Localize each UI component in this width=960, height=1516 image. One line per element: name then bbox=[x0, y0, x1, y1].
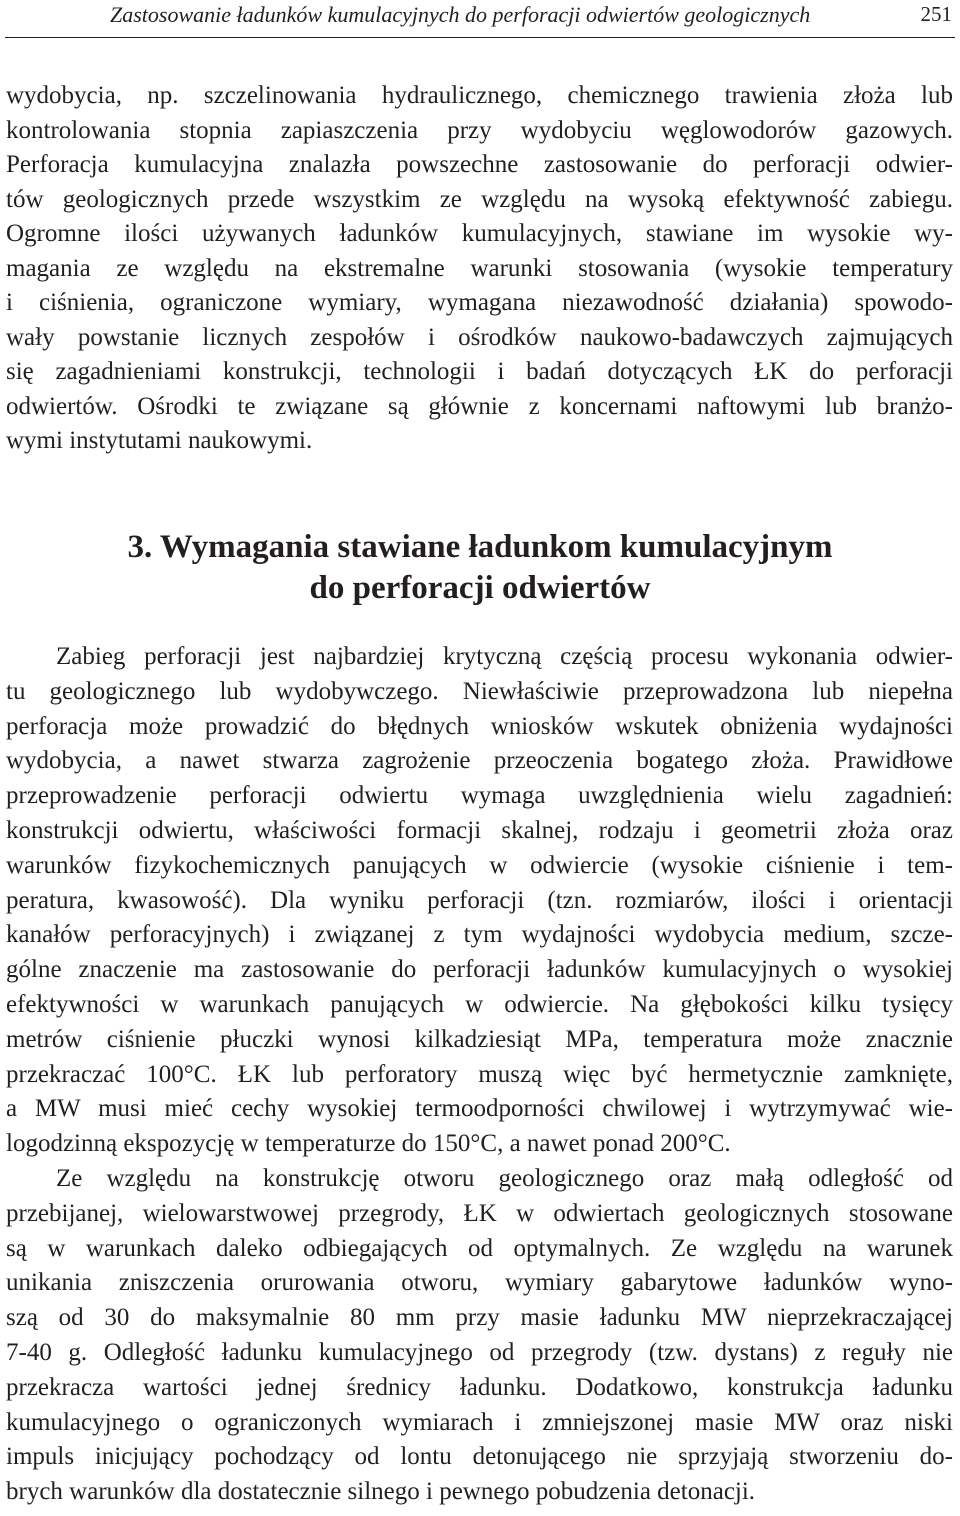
text-line: tu geologicznego lub wydobywczego. Niewłaściwie przeprowadzona lub niepełna bbox=[6, 677, 953, 705]
header-rule bbox=[5, 37, 955, 38]
text-line: wydobycia, np. szczelinowania hydraulicznego, chemicznego trawienia złoża lub bbox=[6, 82, 953, 109]
text-line: 7-40 g. Odległość ładunku kumulacyjnego od przegrody (tzw. dystans) z reguły nie bbox=[6, 1338, 953, 1366]
running-title: Zastosowanie ładunków kumulacyjnych do perforacji odwiertów geologicznych bbox=[110, 2, 811, 27]
text-line: wymi instytutami naukowymi. bbox=[6, 427, 313, 454]
text-line: są w warunkach daleko odbiegających od optymalnych. Ze względu na warunek bbox=[6, 1234, 953, 1262]
text-line: odwiertów. Ośrodki te związane są głównie z koncernami naftowymi lub branżo- bbox=[6, 392, 953, 420]
text-line: kumulacyjnego o ograniczonych wymiarach i zmniejszonej masie MW oraz niski bbox=[6, 1408, 953, 1436]
text-line: perforacja może prowadzić do błędnych wniosków wskutek obniżenia wydajności bbox=[6, 712, 953, 740]
text-line: konstrukcji odwiertu, właściwości formacji skalnej, rodzaju i geometrii złoża oraz bbox=[6, 816, 953, 844]
text-line: kanałów perforacyjnych) i związanej z tym wydajności wydobycia medium, szcze- bbox=[6, 921, 953, 949]
text-line: przeprowadzenie perforacji odwiertu wymaga uwzględnienia wielu zagadnień: bbox=[6, 782, 953, 810]
text-line: Perforacja kumulacyjna znalazła powszechne zastosowanie do perforacji odwier- bbox=[6, 151, 953, 178]
text-line: Zabieg perforacji jest najbardziej krytyczną częścią procesu wykonania odwier- bbox=[56, 643, 953, 670]
text-line: przekracza wartości jednej średnicy ładunku. Dodatkowo, konstrukcja ładunku bbox=[6, 1373, 953, 1401]
text-line: unikania zniszczenia orurowania otworu, wymiary gabarytowe ładunków wyno- bbox=[6, 1269, 953, 1297]
text-line: gólne znaczenie ma zastosowanie do perforacji ładunków kumulacyjnych o wysokiej bbox=[6, 956, 953, 984]
text-line: tów geologicznych przede wszystkim ze względu na wysoką efektywność zabiegu. bbox=[6, 185, 953, 213]
text-line: logodzinną ekspozycję w temperaturze do 150°C, a nawet ponad 200°C. bbox=[6, 1130, 731, 1158]
page-number: 251 bbox=[920, 2, 952, 26]
text-line: magania ze względu na ekstremalne warunki stosowania (wysokie temperatury bbox=[6, 254, 953, 282]
text-line: wały powstanie licznych zespołów i ośrodków naukowo-badawczych zajmujących bbox=[6, 323, 953, 351]
section-body bbox=[6, 640, 953, 1510]
text-line: wydobycia, a nawet stwarza zagrożenie przeoczenia bogatego złoża. Prawidłowe bbox=[6, 747, 953, 775]
text-line: impuls inicjujący pochodzący od lontu detonującego nie sprzyjają stworzeniu do- bbox=[6, 1443, 953, 1471]
section-heading-line: do perforacji odwiertów bbox=[309, 570, 651, 606]
section-heading bbox=[0, 527, 960, 609]
text-line: brych warunków dla dostatecznie silnego i pewnego pobudzenia detonacji. bbox=[6, 1478, 756, 1506]
text-line: a MW musi mieć cechy wysokiej termoodporności chwilowej i wytrzymywać wie- bbox=[6, 1095, 953, 1123]
text-line: peratura, kwasowość). Dla wyniku perforacji (tzn. rozmiarów, ilości i orientacji bbox=[6, 886, 953, 914]
paragraph bbox=[6, 1162, 953, 1510]
text-line: Ogromne ilości używanych ładunków kumulacyjnych, stawiane im wysokie wy- bbox=[6, 220, 953, 247]
text-line: i ciśnienia, ograniczone wymiary, wymagana niezawodność działania) spowodo- bbox=[6, 289, 953, 316]
text-line: Ze względu na konstrukcję otworu geologicznego oraz małą odległość od bbox=[56, 1164, 953, 1192]
section-heading-line: 3. Wymagania stawiane ładunkom kumulacyjnym bbox=[127, 529, 833, 565]
text-line: się zagadnieniami konstrukcji, technologii i badań dotyczących ŁK do perforacji bbox=[6, 358, 953, 385]
text-line: metrów ciśnienie płuczki wynosi kilkadziesiąt MPa, temperatura może znacznie bbox=[6, 1025, 953, 1053]
text-line: przebijanej, wielowarstwowej przegrody, ŁK w odwiertach geologicznych stosowane bbox=[6, 1199, 953, 1227]
paragraph bbox=[6, 640, 953, 1162]
text-line: kontrolowania stopnia zapiaszczenia przy wydobyciu węglowodorów gazowych. bbox=[6, 116, 953, 144]
text-line: efektywności w warunkach panujących w odwiercie. Na głębokości kilku tysięcy bbox=[6, 990, 953, 1018]
text-line: szą od 30 do maksymalnie 80 mm przy masie ładunku MW nieprzekraczającej bbox=[6, 1304, 953, 1332]
continued-paragraph bbox=[6, 79, 953, 459]
text-line: przekraczać 100°C. ŁK lub perforatory muszą więc być hermetycznie zamknięte, bbox=[6, 1060, 953, 1088]
text-line: warunków fizykochemicznych panujących w odwiercie (wysokie ciśnienie i tem- bbox=[6, 851, 953, 879]
